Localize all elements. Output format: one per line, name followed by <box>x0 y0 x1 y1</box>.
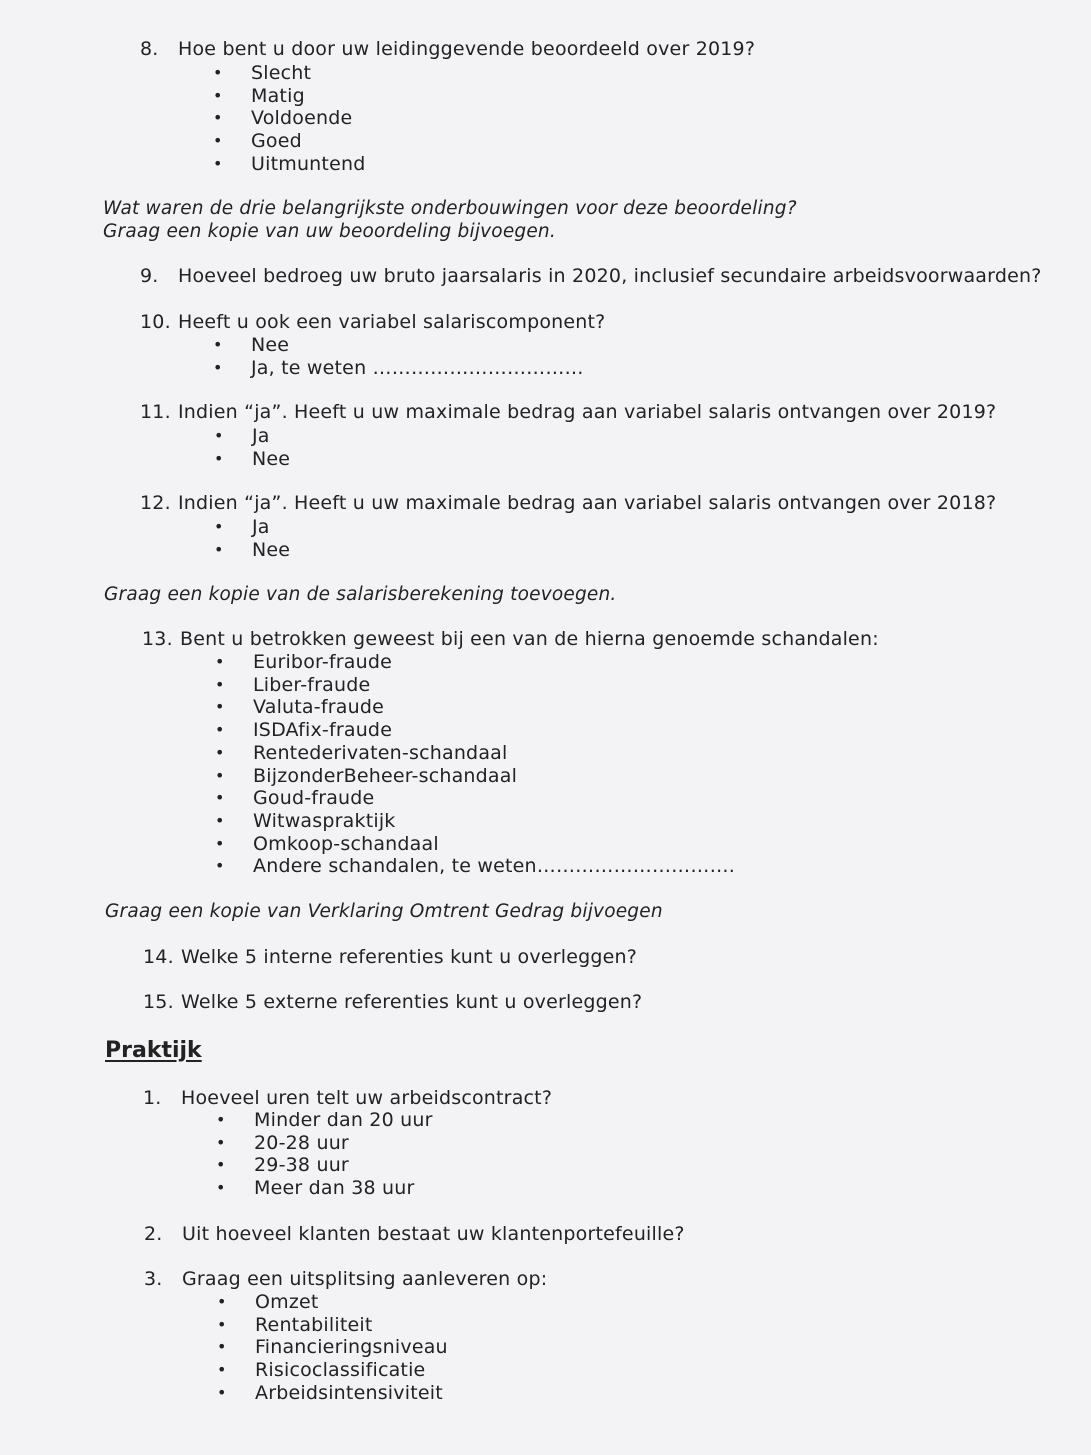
list-item: • Valuta-fraude <box>215 696 735 719</box>
list-item: • Nee <box>213 334 584 357</box>
note-q8-line2: Graag een kopie van uw beoordeling bijvoegen. <box>103 221 556 242</box>
question-number: 12. <box>140 492 171 514</box>
list-item: • Omzet <box>217 1291 448 1314</box>
list-item: • Omkoop-schandaal <box>215 833 735 856</box>
note-q12: Graag een kopie van de salarisberekening toevoegen. <box>104 584 617 605</box>
question-10-options <box>213 334 584 379</box>
question-text: Graag een uitsplitsing aanleveren op: <box>182 1268 548 1290</box>
list-item: • Ja <box>214 516 290 539</box>
section-heading-praktijk: Praktijk <box>105 1038 202 1063</box>
question-text: Welke 5 interne referenties kunt u overleggen? <box>181 946 638 968</box>
question-13 <box>142 628 879 651</box>
list-item: • Rentabiliteit <box>217 1314 448 1337</box>
question-text: Indien “ja”. Heeft u uw maximale bedrag aan variabel salaris ontvangen over 2018? <box>178 492 997 514</box>
list-item: • Ja, te weten …………………………… <box>213 357 584 380</box>
question-number: 3. <box>144 1268 163 1290</box>
list-item: • Meer dan 38 uur <box>216 1177 433 1200</box>
question-text: Hoeveel uren telt uw arbeidscontract? <box>181 1087 553 1109</box>
question-12 <box>140 492 996 515</box>
question-number: 2. <box>144 1223 163 1245</box>
praktijk-question-3-options <box>217 1291 448 1405</box>
question-number: 11. <box>140 401 171 423</box>
praktijk-question-3 <box>144 1268 547 1291</box>
list-item: • Goed <box>213 130 365 153</box>
question-number: 8. <box>140 38 159 60</box>
list-item: • Rentederivaten-schandaal <box>215 742 735 765</box>
question-number: 15. <box>143 991 174 1013</box>
list-item: • Nee <box>214 448 290 471</box>
praktijk-question-2 <box>144 1223 685 1246</box>
list-item: • Minder dan 20 uur <box>216 1109 433 1132</box>
question-number: 9. <box>140 265 159 287</box>
note-q13: Graag een kopie van Verklaring Omtrent Gedrag bijvoegen <box>105 901 663 922</box>
list-item: • Witwaspraktijk <box>215 810 735 833</box>
list-item: • Euribor-fraude <box>215 651 735 674</box>
list-item: • 20-28 uur <box>216 1132 433 1155</box>
question-text: Indien “ja”. Heeft u uw maximale bedrag aan variabel salaris ontvangen over 2019? <box>178 401 997 423</box>
question-text: Heeft u ook een variabel salariscomponent? <box>178 311 606 333</box>
list-item: • Voldoende <box>213 107 365 130</box>
list-item: • Liber-fraude <box>215 674 735 697</box>
question-8-options <box>213 62 365 176</box>
question-text: Welke 5 externe referenties kunt u overleggen? <box>181 991 643 1013</box>
list-item: • Ja <box>214 425 290 448</box>
question-number: 10. <box>140 311 171 333</box>
question-11-options <box>214 425 290 470</box>
question-text: Hoe bent u door uw leidinggevende beoordeeld over 2019? <box>178 38 756 60</box>
question-11 <box>140 401 996 424</box>
question-13-options <box>215 651 735 878</box>
question-8 <box>140 38 755 61</box>
list-item: • Financieringsniveau <box>217 1336 448 1359</box>
list-item: • 29-38 uur <box>216 1154 433 1177</box>
praktijk-question-1-options <box>216 1109 433 1200</box>
note-q8-line1: Wat waren de drie belangrijkste onderbouwingen voor deze beoordeling? <box>103 198 797 219</box>
question-14 <box>143 946 637 969</box>
praktijk-question-1 <box>143 1087 552 1110</box>
list-item: • ISDAfix-fraude <box>215 719 735 742</box>
list-item: • Nee <box>214 539 290 562</box>
list-item: • Arbeidsintensiviteit <box>217 1382 448 1405</box>
question-number: 13. <box>142 628 173 650</box>
list-item: • BijzonderBeheer-schandaal <box>215 765 735 788</box>
question-text: Hoeveel bedroeg uw bruto jaarsalaris in 2020, inclusief secundaire arbeidsvoorwaarden? <box>178 265 1042 287</box>
list-item: • Uitmuntend <box>213 153 365 176</box>
list-item: • Risicoclassificatie <box>217 1359 448 1382</box>
question-10 <box>140 311 605 334</box>
question-number: 14. <box>143 946 174 968</box>
question-number: 1. <box>143 1087 162 1109</box>
question-9 <box>140 265 1042 288</box>
question-12-options <box>214 516 290 561</box>
list-item: • Slecht <box>213 62 365 85</box>
list-item: • Goud-fraude <box>215 787 735 810</box>
question-15 <box>143 991 642 1014</box>
list-item: • Andere schandalen, te weten…………………………. <box>215 855 735 878</box>
question-text: Bent u betrokken geweest bij een van de hierna genoemde schandalen: <box>180 628 879 650</box>
list-item: • Matig <box>213 85 365 108</box>
question-text: Uit hoeveel klanten bestaat uw klantenportefeuille? <box>182 1223 685 1245</box>
